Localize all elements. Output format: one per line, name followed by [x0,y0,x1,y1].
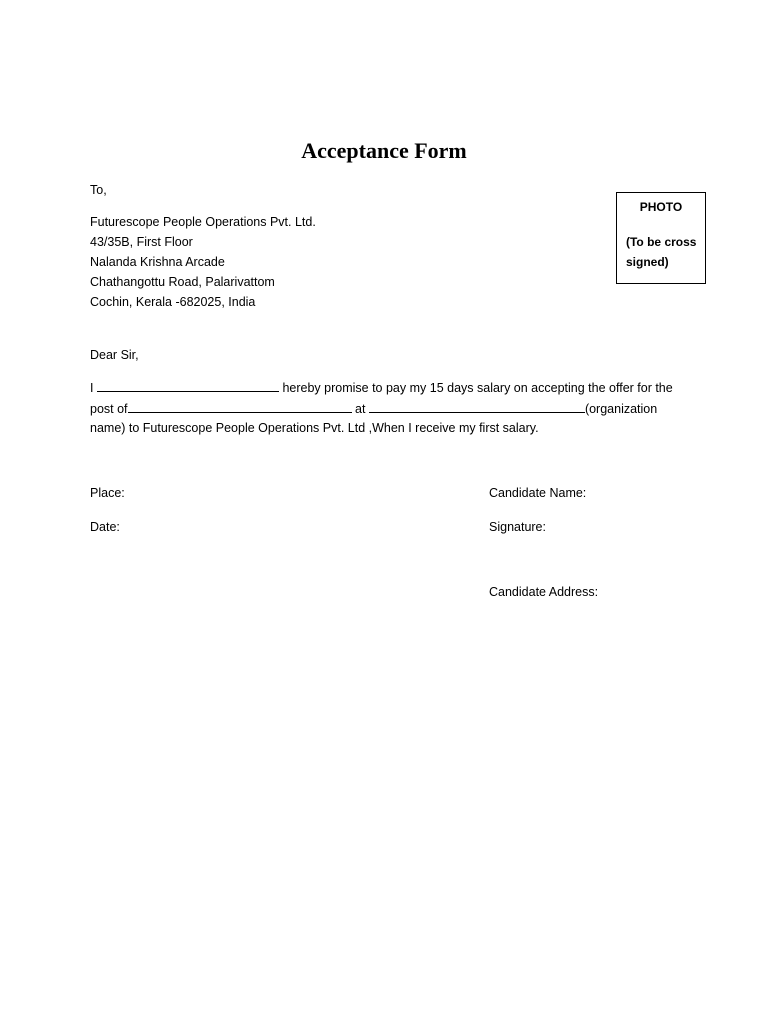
greeting: Dear Sir, [90,348,139,362]
post-of-label: post of [90,401,128,416]
address-line-floor: 43/35B, First Floor [90,235,193,249]
photo-note: (To be cross signed) [626,235,697,269]
post-blank-line [128,400,352,413]
organization-label: (organization [584,401,658,416]
pledge-line-3: name) to Futurescope People Operations Pvt. Ltd ,When I receive my first salary. [90,421,539,435]
organization-blank-line [369,400,585,413]
date-label: Date: [90,520,120,534]
recipient-address [90,214,316,314]
salutation-to: To, [90,183,107,197]
at-label: at [355,401,366,416]
place-label: Place: [90,486,125,500]
candidate-name-label: Candidate Name: [489,486,587,500]
photo-box [616,192,706,284]
pledge-paragraph [90,379,673,441]
pledge-line-1 [90,379,673,400]
pledge-line-2 [90,400,673,421]
candidate-address-label: Candidate Address: [489,585,599,599]
address-line-road: Chathangottu Road, Palarivattom [90,275,275,289]
address-line-company: Futurescope People Operations Pvt. Ltd. [90,215,316,229]
address-line-city: Cochin, Kerala -682025, India [90,295,256,309]
address-line-building: Nalanda Krishna Arcade [90,255,225,269]
signature-label: Signature: [489,520,546,534]
name-blank-line [97,379,279,392]
photo-label: PHOTO [639,200,683,214]
pledge-line-1-text: hereby promise to pay my 15 days salary on accepting the offer for the [282,381,673,395]
pledge-pronoun: I [90,381,94,395]
page-title: Acceptance Form [301,138,467,163]
